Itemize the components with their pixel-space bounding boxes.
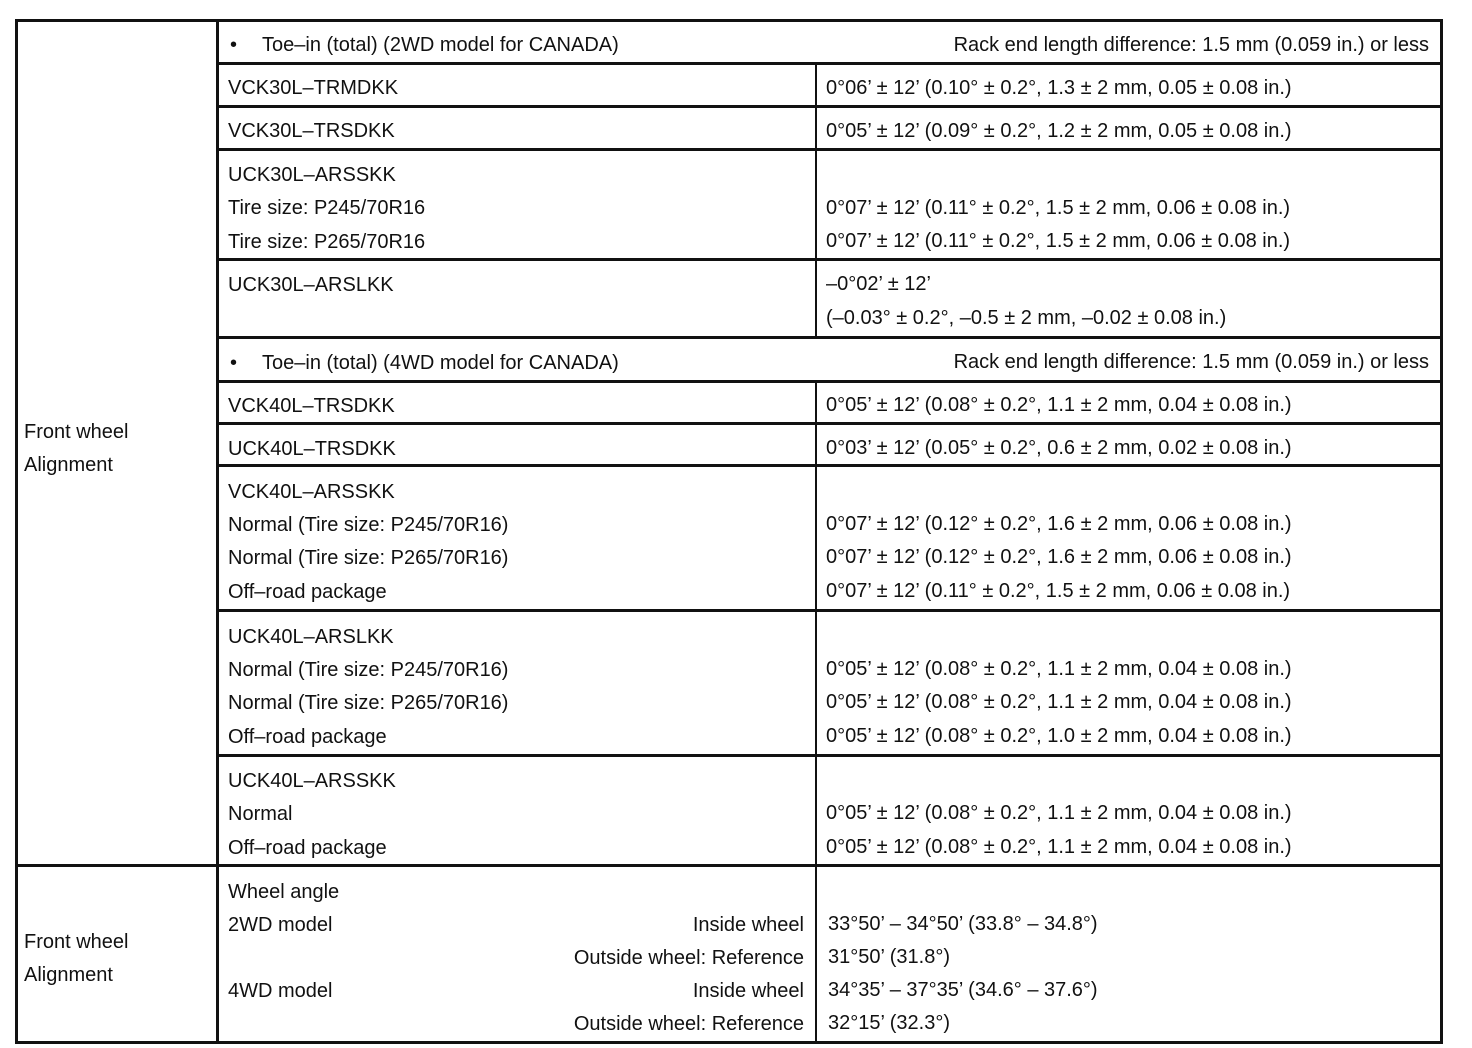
section2-label-line2: Alignment: [24, 964, 113, 986]
sub-uck40l-arslkk-2: Normal (Tire size: P265/70R16): [228, 692, 509, 714]
value-2wd-outside: 31°50’ (31.8°): [828, 946, 950, 968]
value-4wd-inside: 34°35’ – 37°35’ (34.6° – 37.6°): [828, 979, 1098, 1001]
model-uck30l-arsskk: UCK30L–ARSSKK: [228, 164, 396, 186]
bullet-4wd: •: [230, 352, 238, 374]
row-divider: [216, 105, 1443, 108]
value-uck30l-arsskk-2: 0°07’ ± 12’ (0.11° ± 0.2°, 1.5 ± 2 mm, 0.06 ± 0.08 in.): [826, 230, 1291, 252]
value-uck40l-arsskk-1: 0°05’ ± 12’ (0.08° ± 0.2°, 1.1 ± 2 mm, 0.04 ± 0.08 in.): [826, 802, 1292, 824]
value-uck40l-arsskk-2: 0°05’ ± 12’ (0.08° ± 0.2°, 1.1 ± 2 mm, 0.04 ± 0.08 in.): [826, 836, 1292, 858]
inside-wheel-label-4wd: Inside wheel: [692, 980, 804, 1002]
row-divider: [216, 464, 1443, 467]
col-divider-label: [216, 19, 219, 1044]
col-divider-value-2: [815, 382, 817, 865]
value-uck40l-arslkk-1: 0°05’ ± 12’ (0.08° ± 0.2°, 1.1 ± 2 mm, 0.04 ± 0.08 in.): [826, 658, 1292, 680]
value-vck40l-arsskk-3: 0°07’ ± 12’ (0.11° ± 0.2°, 1.5 ± 2 mm, 0.06 ± 0.08 in.): [826, 580, 1291, 602]
sub-uck40l-arslkk-1: Normal (Tire size: P245/70R16): [228, 659, 509, 681]
value-uck30l-arsskk-1: 0°07’ ± 12’ (0.11° ± 0.2°, 1.5 ± 2 mm, 0.06 ± 0.08 in.): [826, 197, 1291, 219]
row-divider: [216, 258, 1443, 261]
model-vck40l-trsdkk: VCK40L–TRSDKK: [228, 395, 395, 417]
row-divider: [216, 336, 1443, 339]
section-divider: [15, 864, 1443, 867]
outside-wheel-label-4wd: Outside wheel: Reference: [573, 1013, 804, 1035]
model-vck40l-arsskk: VCK40L–ARSSKK: [228, 481, 395, 503]
group-4wd-title: Toe–in (total) (4WD model for CANADA): [262, 352, 619, 374]
model-uck40l-arsskk: UCK40L–ARSSKK: [228, 770, 396, 792]
value-uck30l-arslkk-1: –0°02’ ± 12’: [826, 273, 931, 295]
inside-wheel-label-2wd: Inside wheel: [692, 914, 804, 936]
sub-uck30l-arsskk-1: Tire size: P245/70R16: [228, 197, 426, 219]
value-uck40l-arslkk-2: 0°05’ ± 12’ (0.08° ± 0.2°, 1.1 ± 2 mm, 0.04 ± 0.08 in.): [826, 691, 1292, 713]
group-4wd-rack: Rack end length difference: 1.5 mm (0.059 in.) or less: [953, 351, 1429, 373]
model-vck30l-trsdkk: VCK30L–TRSDKK: [228, 120, 395, 142]
row-divider: [216, 754, 1443, 757]
outside-wheel-label-2wd: Outside wheel: Reference: [573, 947, 804, 969]
model-uck40l-trsdkk: UCK40L–TRSDKK: [228, 438, 396, 460]
col-divider-value-3: [815, 865, 817, 1044]
section1-label-line1: Front wheel: [24, 421, 129, 443]
value-vck40l-trsdkk: 0°05’ ± 12’ (0.08° ± 0.2°, 1.1 ± 2 mm, 0.04 ± 0.08 in.): [826, 394, 1292, 416]
row-divider: [216, 609, 1443, 612]
sub-vck40l-arsskk-3: Off–road package: [228, 581, 387, 603]
row-divider: [216, 62, 1443, 65]
section2-label-line1: Front wheel: [24, 931, 129, 953]
value-2wd-inside: 33°50’ – 34°50’ (33.8° – 34.8°): [828, 913, 1098, 935]
group-2wd-rack: Rack end length difference: 1.5 mm (0.059 in.) or less: [953, 34, 1429, 56]
bullet-2wd: •: [230, 34, 238, 56]
sub-uck40l-arsskk-1: Normal: [228, 803, 293, 825]
group-2wd-title: Toe–in (total) (2WD model for CANADA): [262, 34, 619, 56]
value-uck40l-arslkk-3: 0°05’ ± 12’ (0.08° ± 0.2°, 1.0 ± 2 mm, 0.04 ± 0.08 in.): [826, 725, 1292, 747]
model-2wd-label: 2WD model: [228, 914, 333, 936]
value-vck40l-arsskk-2: 0°07’ ± 12’ (0.12° ± 0.2°, 1.6 ± 2 mm, 0.06 ± 0.08 in.): [826, 546, 1292, 568]
sub-vck40l-arsskk-2: Normal (Tire size: P265/70R16): [228, 547, 509, 569]
sub-uck40l-arslkk-3: Off–road package: [228, 726, 387, 748]
model-vck30l-trmdkk: VCK30L–TRMDKK: [228, 77, 399, 99]
row-divider: [216, 422, 1443, 425]
wheel-angle-heading: Wheel angle: [228, 881, 340, 903]
row-divider: [216, 380, 1443, 383]
section1-label-line2: Alignment: [24, 454, 113, 476]
value-vck30l-trmdkk: 0°06’ ± 12’ (0.10° ± 0.2°, 1.3 ± 2 mm, 0.05 ± 0.08 in.): [826, 77, 1292, 99]
value-vck30l-trsdkk: 0°05’ ± 12’ (0.09° ± 0.2°, 1.2 ± 2 mm, 0.05 ± 0.08 in.): [826, 120, 1292, 142]
sub-vck40l-arsskk-1: Normal (Tire size: P245/70R16): [228, 514, 509, 536]
row-divider: [216, 148, 1443, 151]
value-uck30l-arslkk-2: (–0.03° ± 0.2°, –0.5 ± 2 mm, –0.02 ± 0.08 in.): [826, 307, 1227, 329]
model-4wd-label: 4WD model: [228, 980, 333, 1002]
sub-uck40l-arsskk-2: Off–road package: [228, 837, 387, 859]
value-vck40l-arsskk-1: 0°07’ ± 12’ (0.12° ± 0.2°, 1.6 ± 2 mm, 0.06 ± 0.08 in.): [826, 513, 1292, 535]
model-uck40l-arslkk: UCK40L–ARSLKK: [228, 626, 394, 648]
sub-uck30l-arsskk-2: Tire size: P265/70R16: [228, 231, 426, 253]
value-uck40l-trsdkk: 0°03’ ± 12’ (0.05° ± 0.2°, 0.6 ± 2 mm, 0.02 ± 0.08 in.): [826, 437, 1292, 459]
value-4wd-outside: 32°15’ (32.3°): [828, 1012, 950, 1034]
model-uck30l-arslkk: UCK30L–ARSLKK: [228, 274, 394, 296]
